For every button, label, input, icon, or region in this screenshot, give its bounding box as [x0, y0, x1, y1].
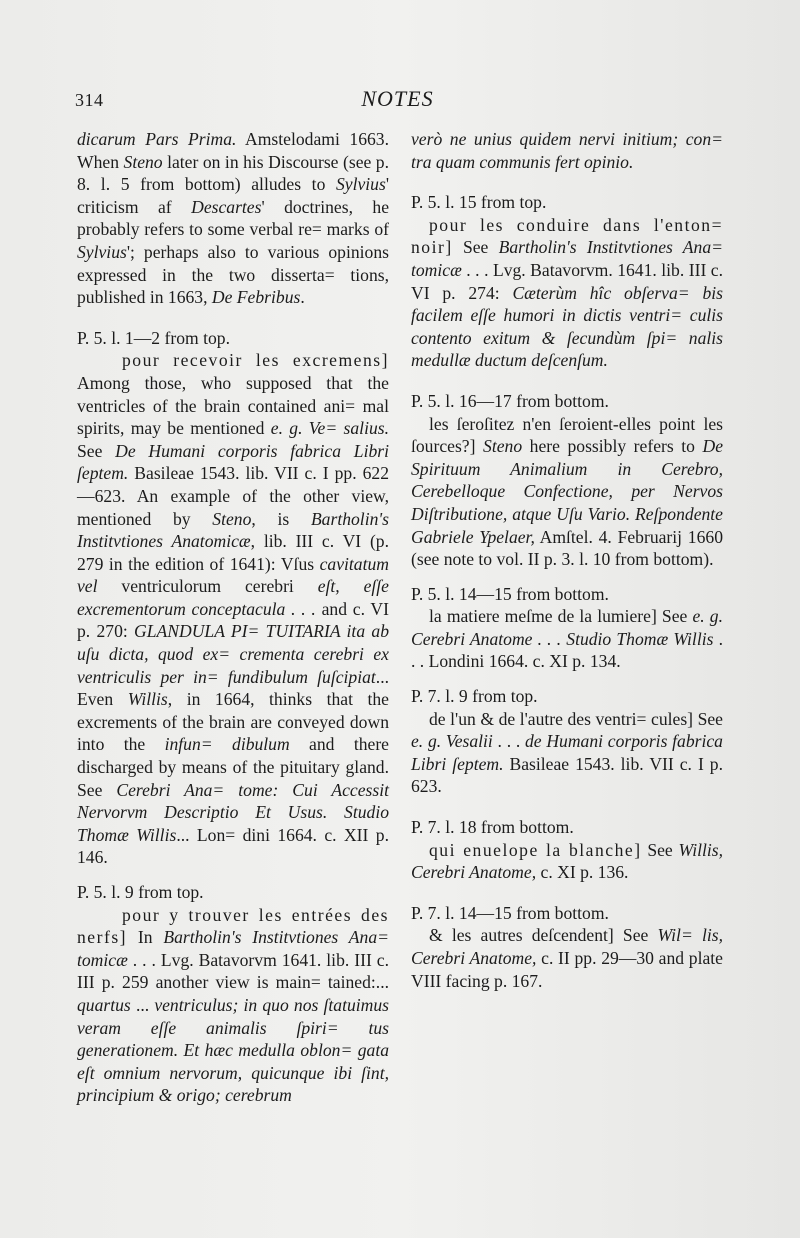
text-run: '; perhaps also to various opinions expressed in the two disserta= tions, published in 1663, [77, 241, 389, 308]
text-run: Steno [212, 508, 252, 529]
text-run: e. g. Cerebri Anatome . . . Studio Thomæ Willis [411, 606, 723, 649]
note-paragraph [411, 413, 723, 571]
text-run: . . . Londini 1664. c. XI p. 134. [411, 628, 724, 672]
text-run: See [77, 440, 116, 461]
text-run: See [656, 606, 693, 627]
note-paragraph [411, 708, 723, 798]
text-run: De Humani corporis fabrica Libri ſeptem. [77, 440, 389, 484]
note-paragraph [77, 904, 389, 1107]
text-run: In [127, 927, 164, 948]
note-reference: P. 5. l. 9 from top. [77, 882, 204, 902]
text-run: Sylvius [77, 241, 127, 262]
note-paragraph [411, 924, 723, 992]
text-run: Among those, who supposed that the ventricles of the brain contained ani= mal spirits, may be mentioned [77, 372, 389, 439]
text-run: e. g. Ve= salius. [270, 418, 389, 439]
text-run: ventriculorum cerebri [97, 576, 318, 597]
text-run: Willis, Cerebri Anatome, [411, 839, 723, 883]
page-header [75, 86, 720, 118]
note-paragraph [77, 349, 389, 869]
text-run: Bartholin's Institvtiones Ana= tomicæ [77, 927, 390, 970]
lemma: qui enuelope la blanche] [429, 839, 642, 860]
text-run: Amstelodami 1663. When [77, 129, 389, 172]
text-run: Sylvius [335, 174, 386, 195]
text-run: c. II pp. 29—30 and plate VIII facing p. 167. [411, 948, 723, 991]
text-run: See [693, 708, 723, 729]
lemma: & les autres deſcendent] [429, 925, 614, 946]
text-run: See [452, 237, 499, 258]
text-run: later on in his Discourse (see p. 8. l. 5 from bottom) alludes to [77, 151, 389, 195]
text-run: and c. VI p. 270: [77, 598, 390, 642]
text-run: Wil= lis, Cerebri Anatome, [411, 925, 723, 968]
text-run: Descartes [191, 196, 262, 217]
lemma: pour recevoir les excremens] [122, 350, 389, 371]
text-run: dicarum Pars Prima. [77, 129, 237, 149]
text-run: Basileae 1543. lib. VII c. I p. 623. [411, 753, 723, 797]
text-run: cavitatum vel [77, 553, 389, 597]
text-run: Steno [123, 151, 163, 172]
text-run: here possibly refers to [522, 436, 703, 457]
text-run: Cerebri Ana= tome: Cui Accessit Nervorvm Descriptio Et Usus. Studio Thomæ Willis [77, 779, 389, 845]
text-run: . [300, 287, 305, 308]
text-run: Bartholin's Institvtiones Anatomicæ [77, 508, 389, 552]
text-run: . . . [492, 731, 525, 752]
text-run: ' criticism af [77, 174, 389, 217]
lemma: de l'un & de l'autre des ventri= cules] [429, 708, 694, 729]
lemma: pour les conduire dans l'enton= noir] [411, 214, 723, 258]
note-paragraph [411, 605, 723, 673]
note-reference: P. 7. l. 18 from bottom. [411, 817, 574, 838]
text-run: and there discharged by means of the pituitary gland. See [77, 734, 389, 800]
text-run: , lib. III c. VI (p. 279 in the edition of 1641): Vſus [77, 531, 390, 574]
note-paragraph [77, 128, 389, 309]
note-reference: P. 7. l. 9 from top. [411, 686, 538, 707]
left-column [77, 128, 389, 1107]
text-run: ' doctrines, he probably refers to some verbal re= marks of [77, 196, 390, 240]
text-run: Basileae 1543. lib. VII c. I pp. 622—623. An example of the other view, mentioned by [77, 463, 389, 529]
text-run: De Spirituum Animalium in Cerebro, Cerebelloque Confectione, per Nervos Diſtributione, atque Uſu Vario. Reſpondente Gabriele Ypelaer, [411, 436, 723, 547]
text-run: c. XI p. 136. [536, 862, 629, 883]
note-paragraph: verò ne unius quidem nervi initium; con= tra quam communis fert opinio. [411, 129, 723, 172]
right-column [411, 128, 723, 992]
text-run [475, 436, 483, 456]
note-reference: P. 7. l. 14—15 from bottom. [411, 902, 609, 923]
text-run: infun= dibulum [164, 734, 290, 755]
text-run: . . . Lvg. Batavorvm 1641. lib. III c. III p. 259 another view is main= tained:... [77, 949, 389, 993]
text-run: Cæterùm hîc obſerva= bis facilem eſſe humori in dictis ventri= culis contento exitum & ſecundùm ſpi= nalis medullæ ductum deſcenſum. [411, 282, 723, 371]
text-run: e. g. Vesalii [411, 731, 493, 752]
lemma: pour y trouver les entrées des nerfs] [77, 904, 389, 948]
text-run: ventriculus; in quo nos ſtatuimus veram eſſe animalis ſpiri= tus generationem. Et hæc medulla oblon= gata eſt omnium nervorum, quicunque ibi ſint, principium & origo; cerebrum [77, 994, 390, 1106]
lemma: la matiere meſme de la lumiere] [429, 606, 657, 627]
lemma: les ſeroſitez n'en ſeroient-elles point les ſources?] [411, 413, 723, 457]
text-run: GLANDULA PI= TUITARIA ita ab uſu dicta, quod ex= crementa cerebri ex ventriculis per in= fundibulum ſuſcipiat [77, 621, 389, 687]
text-run: , in 1664, thinks that the excrements of the brain are conveyed down into the [77, 689, 389, 755]
text-run: See [641, 839, 679, 860]
note-reference: P. 5. l. 1—2 from top. [77, 327, 230, 348]
text-run: , is [251, 508, 311, 529]
text-run: Steno [483, 436, 523, 457]
text-run: quartus [77, 994, 131, 1015]
note-reference: P. 5. l. 15 from top. [411, 192, 547, 213]
text-run: . . . Lvg. Batavorvm. 1641. lib. III c. VI p. 274: [411, 259, 723, 303]
note-paragraph [411, 214, 723, 372]
text-run: De Febribus [211, 287, 301, 308]
text-run: ... Lon= dini 1664. c. XII p. 146. [77, 824, 389, 868]
text-run: Bartholin's Institvtiones Ana= tomicæ [411, 237, 723, 280]
text-run: de Humani corporis fabrica Libri ſeptem. [411, 731, 723, 774]
text-run: ... Even [77, 666, 389, 710]
running-title: NOTES [361, 86, 434, 111]
note-paragraph [411, 839, 723, 884]
text-run: Willis [127, 689, 168, 710]
note-reference: P. 5. l. 14—15 from bottom. [411, 583, 609, 604]
page-number: 314 [75, 90, 104, 110]
text-run: See [613, 925, 658, 946]
text-run: Amſtel. 4. Februarij 1660 (see note to vol. II p. 3. l. 10 from bottom). [411, 526, 723, 570]
note-reference: P. 5. l. 16—17 from bottom. [411, 390, 609, 411]
text-run: ... [130, 994, 155, 1015]
text-run: eſt, eſſe excrementorum conceptacula . . . [77, 576, 389, 619]
